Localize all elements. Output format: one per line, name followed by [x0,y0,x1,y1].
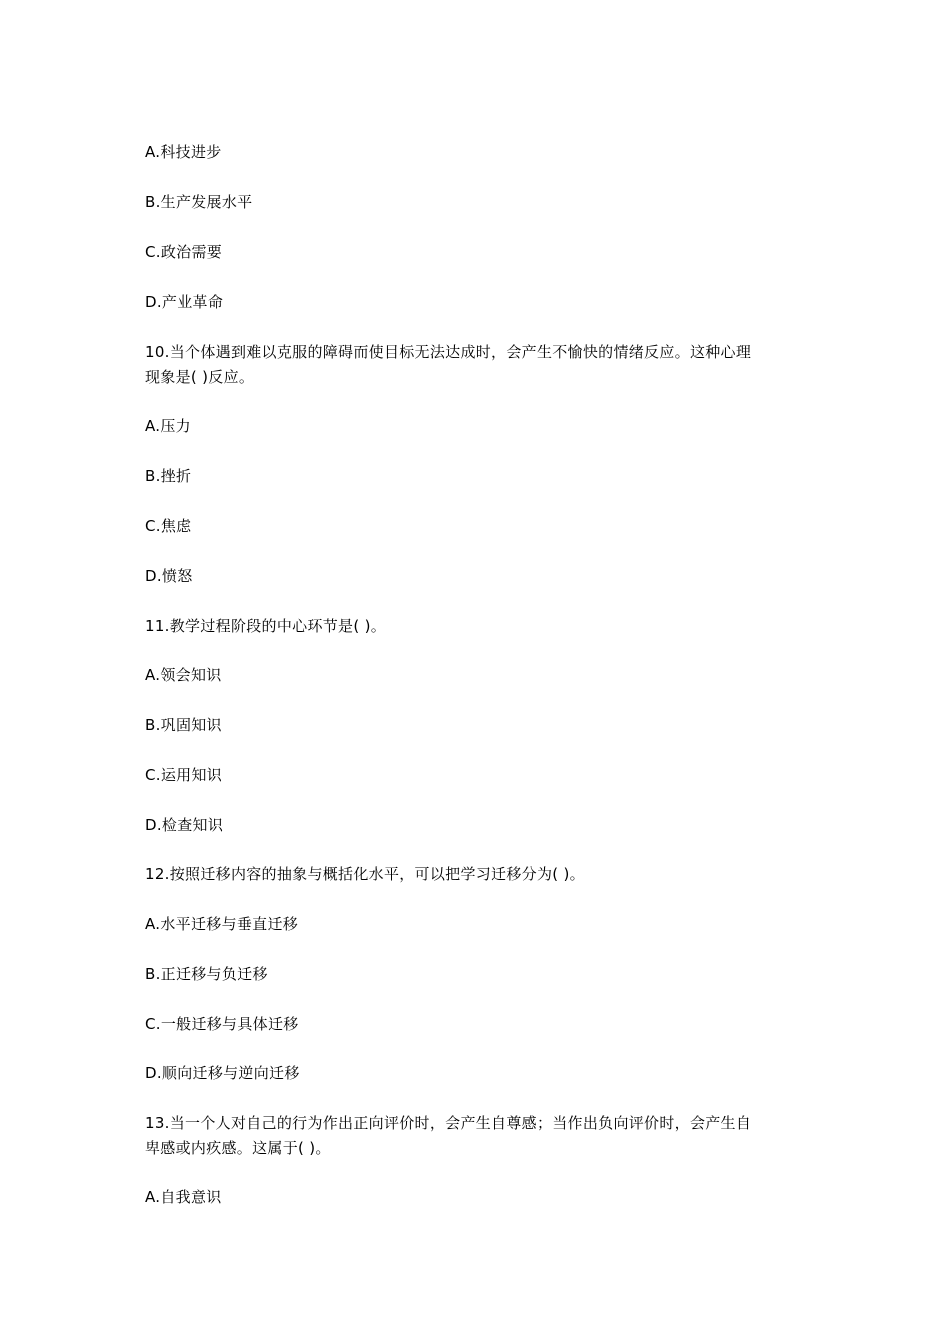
q11-option-a: A.领会知识 [145,666,222,684]
q10-stem-line1: 10.当个体遇到难以克服的障碍而使目标无法达成时，会产生不愉快的情绪反应。这种心理 [145,343,752,361]
q11-option-b: B.巩固知识 [145,716,222,734]
q10-option-a: A.压力 [145,417,191,435]
q10-stem-line2: 现象是( )反应。 [145,368,255,386]
q12-stem: 12.按照迁移内容的抽象与概括化水平，可以把学习迁移分为( )。 [145,865,585,883]
q13-option-a: A.自我意识 [145,1188,222,1206]
q13-stem-line2: 卑感或内疚感。这属于( )。 [145,1139,331,1157]
q12-option-a: A.水平迁移与垂直迁移 [145,915,299,933]
q12-option-b: B.正迁移与负迁移 [145,965,268,983]
q10-option-b: B.挫折 [145,467,192,485]
q9-option-d: D.产业革命 [145,293,224,311]
q9-option-b: B.生产发展水平 [145,193,253,211]
q10-option-c: C.焦虑 [145,517,192,535]
q10-option-d: D.愤怒 [145,567,193,585]
q12-option-c: C.一般迁移与具体迁移 [145,1015,299,1033]
q11-option-c: C.运用知识 [145,766,223,784]
q9-option-a: A.科技进步 [145,143,222,161]
q13-stem-line1: 13.当一个人对自己的行为作出正向评价时，会产生自尊感；当作出负向评价时，会产生自 [145,1114,752,1132]
q11-option-d: D.检查知识 [145,816,224,834]
q9-option-c: C.政治需要 [145,243,223,261]
q12-option-d: D.顺向迁移与逆向迁移 [145,1064,300,1082]
q11-stem: 11.教学过程阶段的中心环节是( )。 [145,617,387,635]
